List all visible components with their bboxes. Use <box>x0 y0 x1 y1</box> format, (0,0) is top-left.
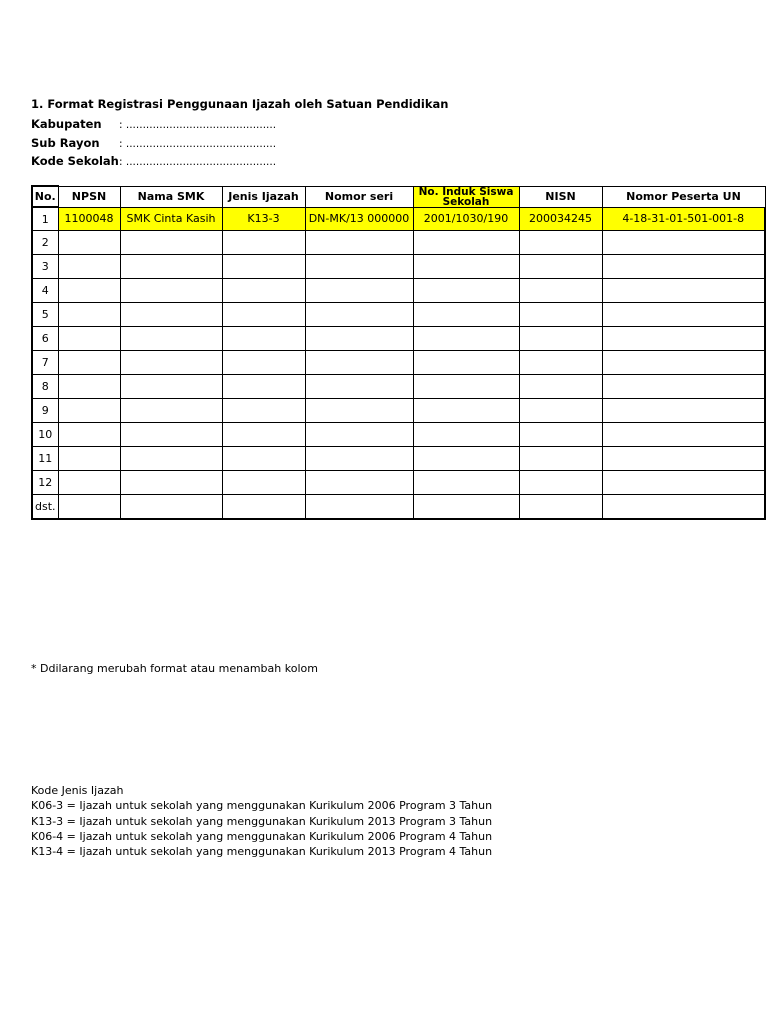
cell-npsn: 1100048 <box>58 207 120 231</box>
cell-nomor-seri: DN-MK/13 000000 <box>305 207 413 231</box>
meta-value: : ............................................. <box>119 119 277 131</box>
cell-nomor-peserta-un <box>602 423 765 447</box>
table-row <box>32 423 765 447</box>
cell-nomor-peserta-un <box>602 471 765 495</box>
meta-value: : ............................................. <box>119 156 277 168</box>
cell-npsn <box>58 375 120 399</box>
cell-nomor-peserta-un <box>602 255 765 279</box>
cell-no-induk <box>413 303 519 327</box>
cell-jenis-ijazah <box>222 375 305 399</box>
cell-jenis-ijazah <box>222 231 305 255</box>
cell-no-induk <box>413 495 519 520</box>
table-row <box>32 495 765 520</box>
cell-no-induk <box>413 423 519 447</box>
cell-no-induk <box>413 447 519 471</box>
table-row <box>32 303 765 327</box>
cell-no-induk: 2001/1030/190 <box>413 207 519 231</box>
header-nama-smk: Nama SMK <box>120 186 222 207</box>
cell-npsn <box>58 495 120 520</box>
cell-nisn <box>519 327 602 351</box>
cell-nama-smk <box>120 423 222 447</box>
cell-npsn <box>58 231 120 255</box>
meta-label: Sub Rayon <box>31 136 100 150</box>
cell-nama-smk <box>120 495 222 520</box>
cell-no-induk <box>413 399 519 423</box>
cell-nomor-peserta-un <box>602 351 765 375</box>
warning-note: * Ddilarang merubah format atau menambah kolom <box>31 662 318 675</box>
cell-no: 11 <box>32 447 58 471</box>
legend-title: Kode Jenis Ijazah <box>31 784 124 797</box>
cell-nisn <box>519 375 602 399</box>
legend-item: K13-4 = Ijazah untuk sekolah yang menggunakan Kurikulum 2013 Program 4 Tahun <box>31 845 493 859</box>
cell-nomor-peserta-un: 4-18-31-01-501-001-8 <box>602 207 765 231</box>
cell-nisn <box>519 423 602 447</box>
cell-jenis-ijazah <box>222 471 305 495</box>
cell-nama-smk: SMK Cinta Kasih <box>120 207 222 231</box>
cell-npsn <box>58 399 120 423</box>
table-row <box>32 375 765 399</box>
cell-no: dst. <box>32 495 58 520</box>
table-row <box>32 327 765 351</box>
meta-row-kabupaten <box>31 117 276 131</box>
cell-jenis-ijazah <box>222 327 305 351</box>
meta-value: : ............................................. <box>119 138 277 150</box>
cell-nomor-peserta-un <box>602 327 765 351</box>
cell-nama-smk <box>120 279 222 303</box>
cell-nama-smk <box>120 255 222 279</box>
cell-jenis-ijazah <box>222 351 305 375</box>
cell-no-induk <box>413 351 519 375</box>
cell-nomor-seri <box>305 423 413 447</box>
header-jenis-ijazah: Jenis Ijazah <box>222 186 305 207</box>
cell-nisn <box>519 447 602 471</box>
cell-npsn <box>58 423 120 447</box>
cell-nomor-peserta-un <box>602 447 765 471</box>
cell-no-induk <box>413 375 519 399</box>
cell-no-induk <box>413 471 519 495</box>
cell-nisn <box>519 471 602 495</box>
legend-item: K13-3 = Ijazah untuk sekolah yang menggunakan Kurikulum 2013 Program 3 Tahun <box>31 814 493 828</box>
cell-no-induk <box>413 279 519 303</box>
cell-nomor-seri <box>305 399 413 423</box>
header-nomor-peserta-un: Nomor Peserta UN <box>602 186 765 207</box>
cell-no: 10 <box>32 423 58 447</box>
cell-nomor-peserta-un <box>602 375 765 399</box>
cell-nomor-seri <box>305 255 413 279</box>
cell-nomor-peserta-un <box>602 231 765 255</box>
cell-jenis-ijazah <box>222 303 305 327</box>
cell-nisn <box>519 231 602 255</box>
cell-nomor-seri <box>305 279 413 303</box>
cell-nisn <box>519 495 602 520</box>
cell-nomor-seri <box>305 303 413 327</box>
cell-nomor-seri <box>305 351 413 375</box>
cell-jenis-ijazah <box>222 495 305 520</box>
cell-no: 12 <box>32 471 58 495</box>
cell-no: 4 <box>32 279 58 303</box>
cell-no: 1 <box>32 207 58 231</box>
cell-jenis-ijazah <box>222 279 305 303</box>
cell-npsn <box>58 447 120 471</box>
cell-no: 7 <box>32 351 58 375</box>
header-nomor-seri: Nomor seri <box>305 186 413 207</box>
cell-no: 9 <box>32 399 58 423</box>
cell-nomor-seri <box>305 447 413 471</box>
cell-jenis-ijazah <box>222 423 305 447</box>
form-title: 1. Format Registrasi Penggunaan Ijazah oleh Satuan Pendidikan <box>31 97 449 111</box>
cell-npsn <box>58 255 120 279</box>
table-row <box>32 231 765 255</box>
cell-no: 2 <box>32 231 58 255</box>
cell-jenis-ijazah <box>222 399 305 423</box>
cell-nisn <box>519 279 602 303</box>
table-row <box>32 471 765 495</box>
cell-nomor-seri <box>305 231 413 255</box>
cell-no: 3 <box>32 255 58 279</box>
cell-no-induk <box>413 327 519 351</box>
meta-row-kode-sekolah <box>31 154 276 168</box>
cell-nisn <box>519 399 602 423</box>
cell-nama-smk <box>120 327 222 351</box>
header-nisn: NISN <box>519 186 602 207</box>
cell-nama-smk <box>120 231 222 255</box>
cell-nama-smk <box>120 375 222 399</box>
table-row <box>32 207 765 231</box>
cell-no: 6 <box>32 327 58 351</box>
table-row <box>32 351 765 375</box>
table-row <box>32 255 765 279</box>
cell-npsn <box>58 471 120 495</box>
table-header-row <box>32 186 765 207</box>
cell-no-induk <box>413 255 519 279</box>
header-no: No. <box>32 186 58 207</box>
ijazah-code-legend <box>31 783 492 859</box>
cell-nama-smk <box>120 303 222 327</box>
cell-nama-smk <box>120 447 222 471</box>
cell-npsn <box>58 351 120 375</box>
table-row <box>32 447 765 471</box>
header-npsn: NPSN <box>58 186 120 207</box>
header-no-induk-siswa: No. Induk Siswa Sekolah <box>413 186 519 207</box>
cell-nama-smk <box>120 471 222 495</box>
cell-nisn <box>519 303 602 327</box>
registration-table <box>31 185 766 520</box>
cell-nomor-peserta-un <box>602 303 765 327</box>
cell-jenis-ijazah <box>222 447 305 471</box>
cell-nisn <box>519 255 602 279</box>
meta-row-sub-rayon <box>31 136 276 150</box>
cell-nomor-seri <box>305 471 413 495</box>
cell-nomor-seri <box>305 375 413 399</box>
cell-nama-smk <box>120 351 222 375</box>
cell-npsn <box>58 279 120 303</box>
cell-nisn: 200034245 <box>519 207 602 231</box>
cell-no: 5 <box>32 303 58 327</box>
cell-nomor-seri <box>305 327 413 351</box>
cell-no-induk <box>413 231 519 255</box>
cell-npsn <box>58 303 120 327</box>
cell-jenis-ijazah <box>222 255 305 279</box>
cell-npsn <box>58 327 120 351</box>
meta-label: Kabupaten <box>31 117 102 131</box>
cell-no: 8 <box>32 375 58 399</box>
cell-nomor-peserta-un <box>602 279 765 303</box>
meta-label: Kode Sekolah <box>31 154 119 168</box>
legend-item: K06-3 = Ijazah untuk sekolah yang menggunakan Kurikulum 2006 Program 3 Tahun <box>31 799 493 813</box>
cell-nomor-seri <box>305 495 413 520</box>
table-row <box>32 279 765 303</box>
cell-nama-smk <box>120 399 222 423</box>
cell-jenis-ijazah: K13-3 <box>222 207 305 231</box>
cell-nomor-peserta-un <box>602 495 765 520</box>
legend-item: K06-4 = Ijazah untuk sekolah yang menggunakan Kurikulum 2006 Program 4 Tahun <box>31 829 493 843</box>
cell-nomor-peserta-un <box>602 399 765 423</box>
cell-nisn <box>519 351 602 375</box>
table-row <box>32 399 765 423</box>
